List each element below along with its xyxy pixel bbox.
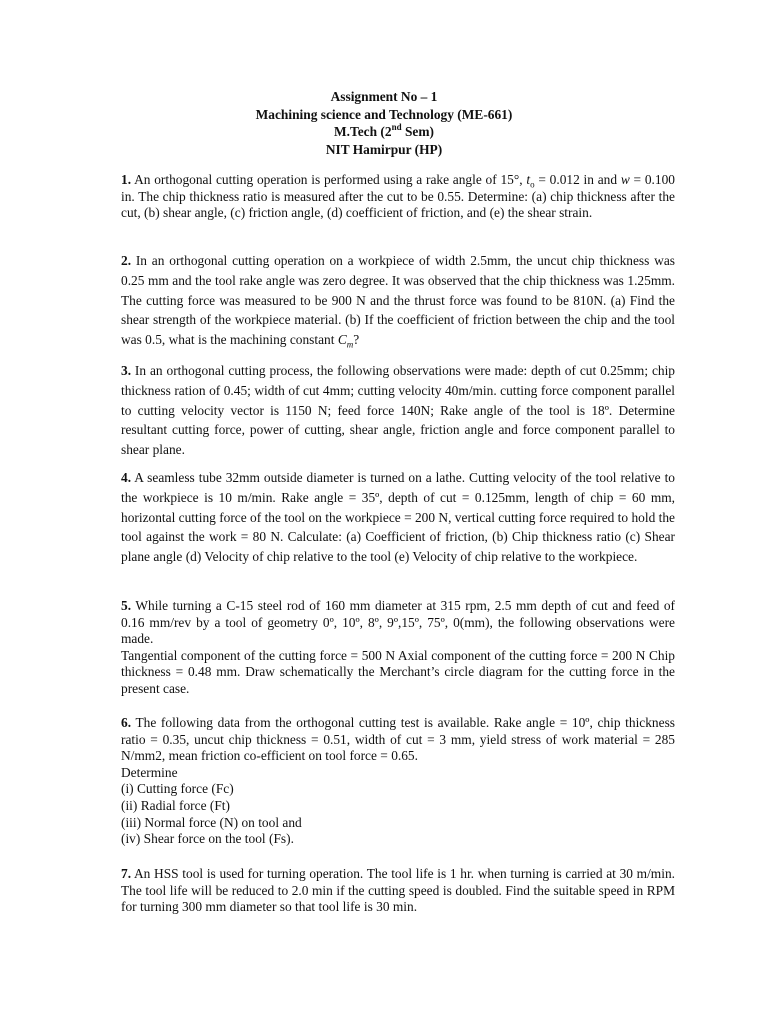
question-number: 6.	[121, 715, 132, 730]
program-line: M.Tech (2nd Sem)	[334, 121, 434, 139]
question-number: 1.	[121, 172, 132, 187]
determine-label: Determine	[121, 764, 178, 780]
question-5: 5. While turning a C-15 steel rod of 160 mm diameter at 315 rpm, 2.5 mm depth of cut and feed of 0.16 mm/rev by a tool of geometry 0º, 10º, 8º, 9º,15º, 75º, 0(mm), the following observations were made. Tangential component of the cutting force = 500 N Axial component of the cutting force = 200 N Chip thickness = 0.48 mm. Draw schematically the Merchant’s circle diagram for the cutting force in the present case.	[121, 598, 675, 696]
list-item: (ii) Radial force (Ft)	[121, 797, 230, 813]
question-number: 3.	[121, 363, 132, 378]
course-title: Machining science and Technology (ME-661)	[255, 106, 513, 122]
list-item: (iii) Normal force (N) on tool and	[121, 814, 302, 830]
question-1: 1. An orthogonal cutting operation is performed using a rake angle of 15°, $t_o = 0.012$ in and w = 0.100 in. The chip thickness ratio is measured after the cut to be 0.55. Determine: (a) chip thickness after the cut, (b) shear angle, (c) friction angle, (d) coefficient of friction, and (e) the shear strain.	[121, 172, 675, 221]
question-number: 7.	[121, 866, 132, 881]
question-number: 2.	[121, 253, 132, 268]
assignment-title: Assignment No – 1	[330, 89, 438, 104]
list-item: (iv) Shear force on the tool (Fs).	[121, 831, 294, 847]
question-3: 3. In an orthogonal cutting process, the following observations were made: depth of cut 0.25mm; chip thickness ration of 0.45; width of cut 4mm; cutting velocity 40m/min. cutting force component parallel to cutting velocity vector is 1150 N; feed force 140N; Rake angle of the tool is 18º. Determine resultant cutting force, power of cutting, shear angle, friction angle and force component parallel to shear plane.	[121, 363, 675, 458]
question-2: 2. In an orthogonal cutting operation on a workpiece of width 2.5mm, the uncut chip thickness was 0.25 mm and the tool rake angle was zero degree. It was observed that the chip thickness was 1.25mm. The cutting force was measured to be 900 N and the thrust force was found to be 810N. (a) Find the shear strength of the workpiece material. (b) If the coefficient of friction between the chip and the tool was 0.5, what is the machining constant $C_m$?	[121, 253, 675, 350]
question-7: 7. An HSS tool is used for turning operation. The tool life is 1 hr. when turning is carried at 30 m/min. The tool life will be reduced to 2.0 min if the cutting speed is doubled. Find the suitable speed in RPM for turning 300 mm diameter so that tool life is 30 min.	[121, 866, 675, 915]
question-number: 5.	[121, 598, 132, 613]
question-6: 6. The following data from the orthogonal cutting test is available. Rake angle = 10º, chip thickness ratio = 0.35, uncut chip thickness = 0.51, width of cut = 3 mm, yield stress of work material = 285 N/mm2, mean friction co-efficient on tool force = 0.65. Determine (i) Cutting force (Fc) (ii) Radial force (Ft) (iii) Normal force (N) on tool and (iv) Shear force on the tool (Fs).	[121, 715, 675, 847]
institute-name: NIT Hamirpur (HP)	[325, 141, 443, 157]
assignment-header	[0, 88, 768, 158]
question-4: 4. A seamless tube 32mm outside diameter is turned on a lathe. Cutting velocity of the tool relative to the workpiece is 10 m/min. Rake angle = 35º, depth of cut = 0.125mm, length of chip = 60 mm, horizontal cutting force of the tool on the workpiece = 200 N, vertical cutting force required to hold the tool against the work = 80 N. Calculate: (a) Coefficient of friction, (b) Chip thickness ratio (c) Shear plane angle (d) Velocity of chip relative to the tool (e) Velocity of chip relative to the workpiece.	[121, 470, 675, 565]
list-item: (i) Cutting force (Fc)	[121, 781, 234, 797]
question-number: 4.	[121, 470, 132, 485]
